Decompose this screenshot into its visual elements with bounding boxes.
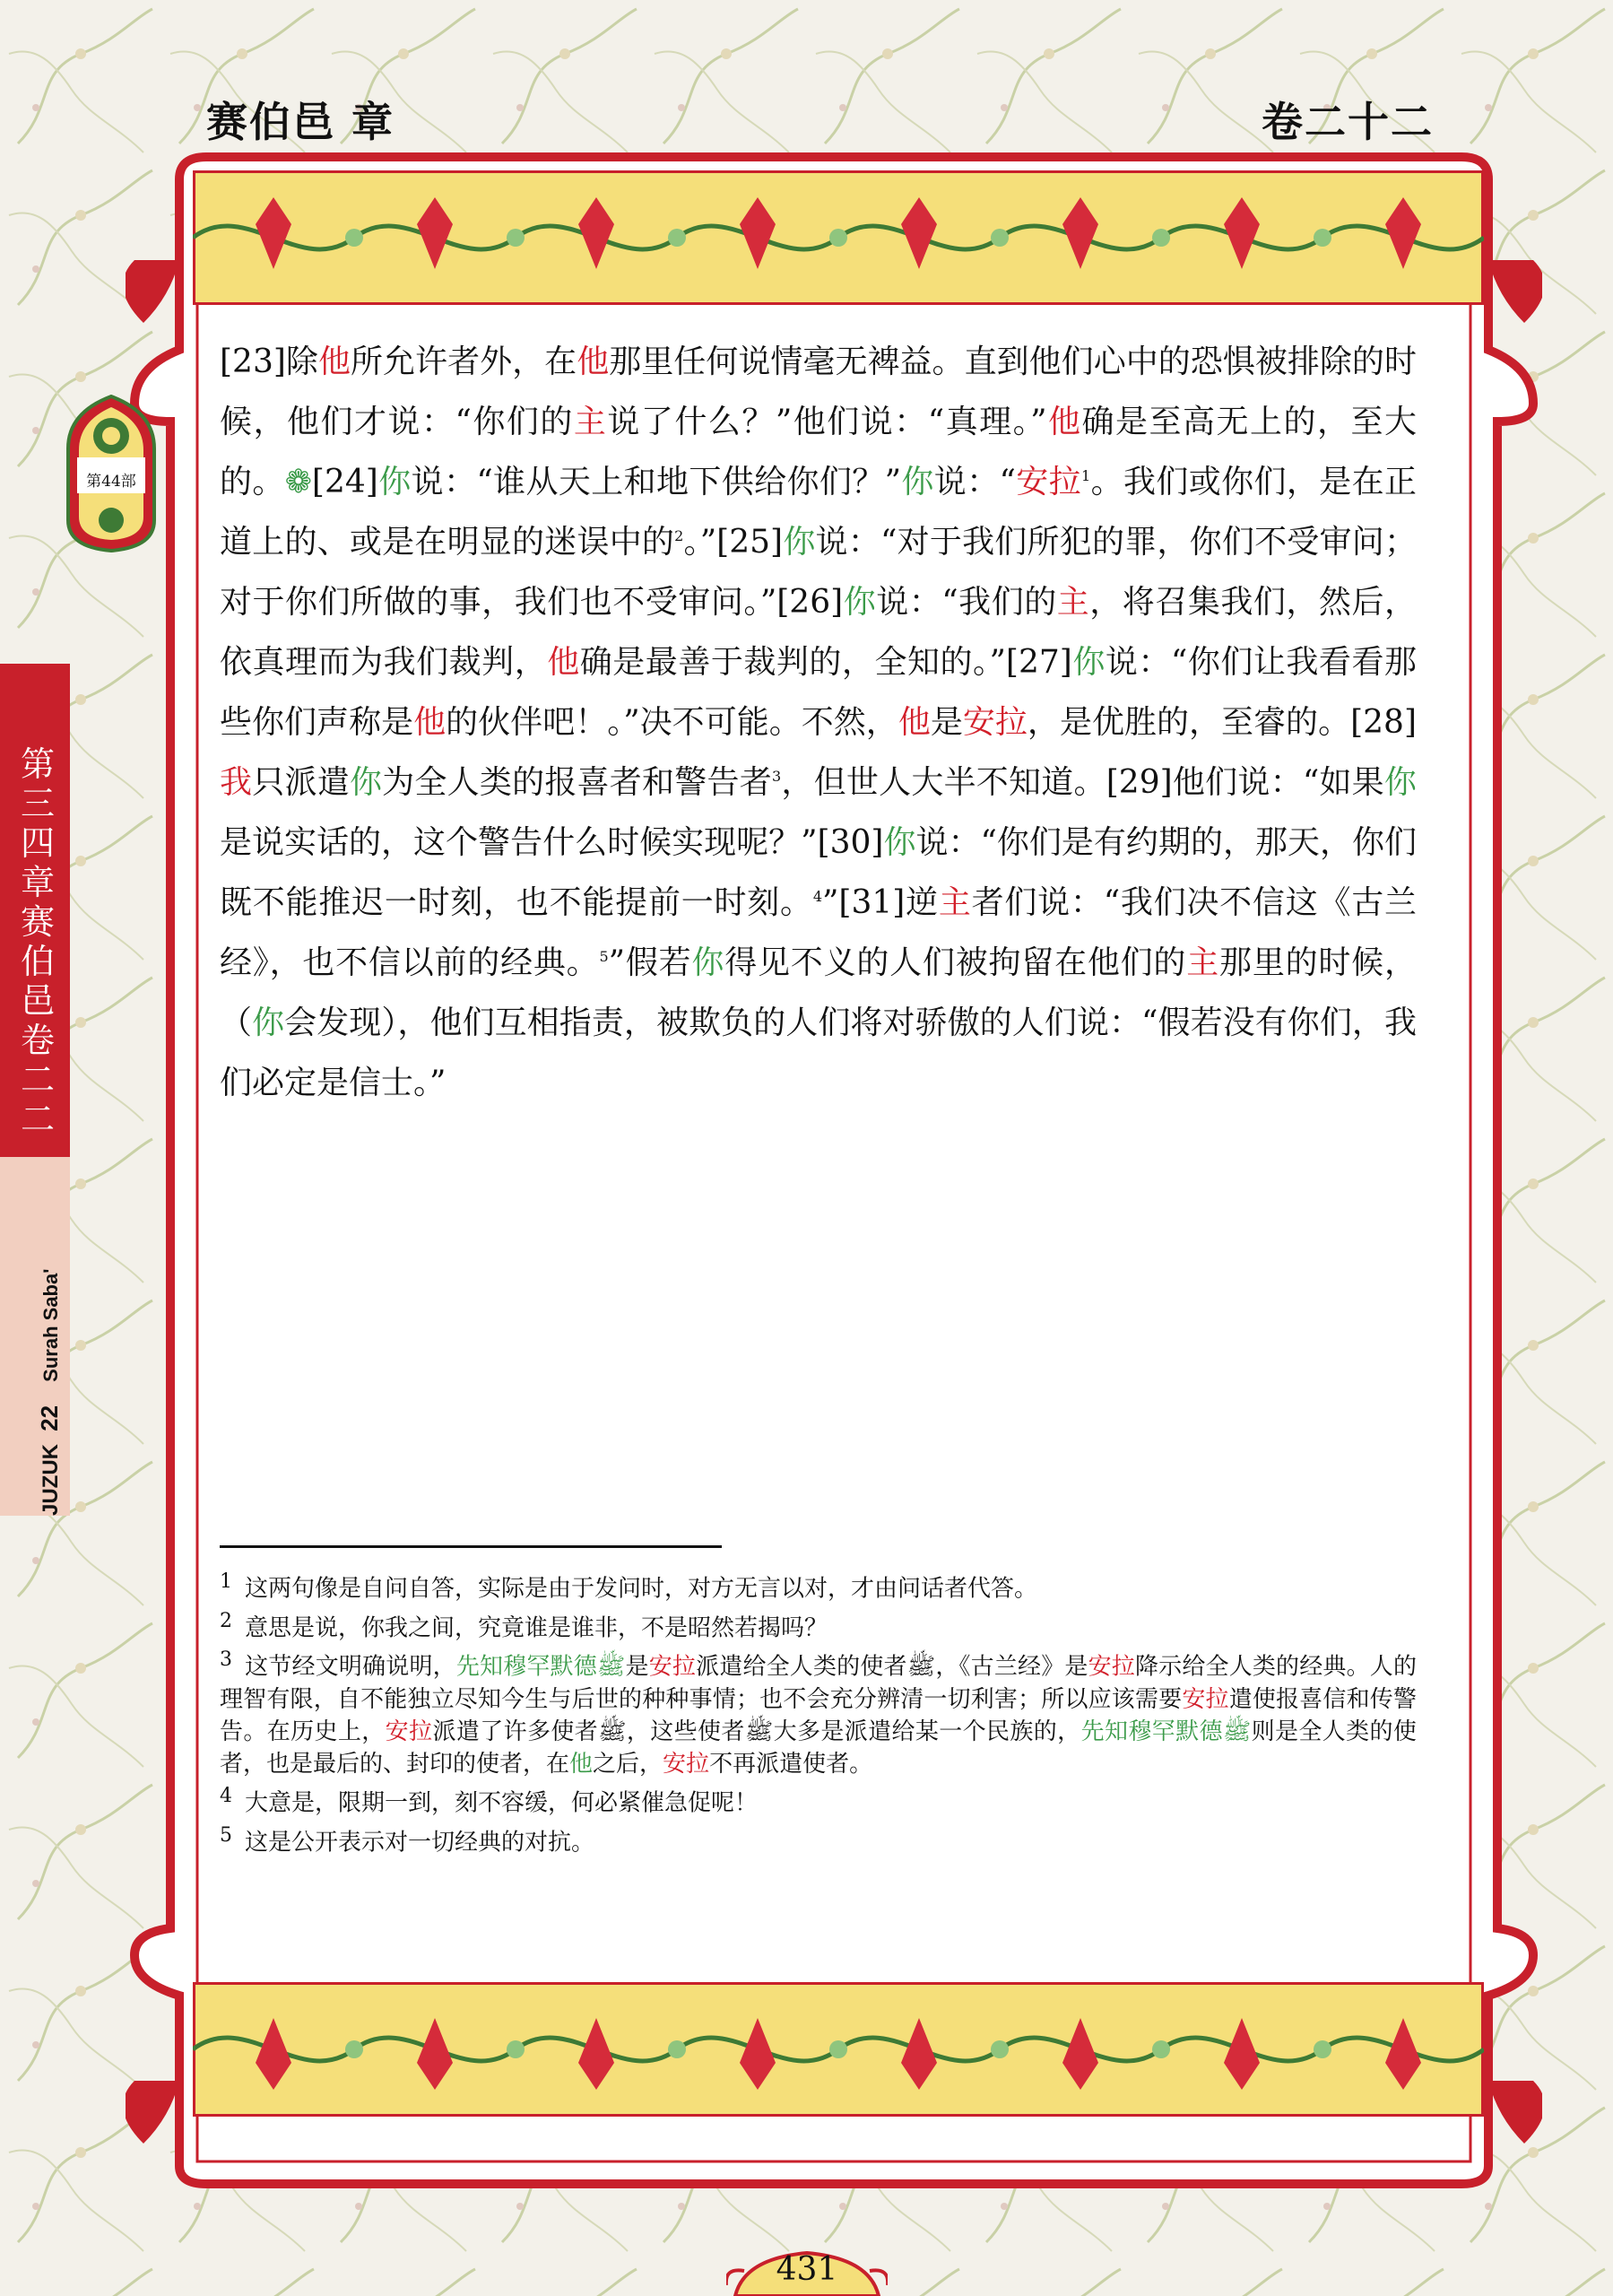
text-segment: 派遣了许多使者ﷺ，这些使者ﷺ大多是派遣给某一个民族的， xyxy=(432,1718,1081,1745)
footnote-reference[interactable]: 3 xyxy=(771,768,782,785)
text-segment: 得见不义的人们被拘留在他们的 xyxy=(724,944,1187,981)
text-segment: 之后， xyxy=(593,1750,663,1778)
text-segment: 遣使报喜信和传警告。在历史上， xyxy=(220,1685,1417,1745)
footnote-number: 2 xyxy=(220,1609,232,1632)
footnote-item xyxy=(220,1780,1417,1820)
top-ornamental-band xyxy=(193,170,1484,305)
text-segment: 为全人类的报喜者和警告者 xyxy=(382,764,772,801)
highlighted-term: 安拉 xyxy=(1182,1685,1229,1713)
text-segment: ，但世人大半不知道。[29]他们说：“如果 xyxy=(781,764,1384,801)
text-segment: ，将召集我们，然后，依真理而为我们裁判， xyxy=(220,584,1417,681)
side-surah-label xyxy=(36,1256,72,1516)
text-segment: [23]除 xyxy=(220,344,318,380)
verse-text xyxy=(220,332,1417,1113)
text-segment: 是说实话的，这个警告什么时候实现呢？”[30] xyxy=(220,824,884,861)
text-segment: 那里任何说情毫无裨益。直到他们心中的恐惧被排除的时候，他们才说：“你们的 xyxy=(220,344,1417,440)
text-segment: 是 xyxy=(625,1653,649,1681)
footnote-number: 5 xyxy=(220,1823,232,1847)
highlighted-term: 你 xyxy=(783,524,816,561)
text-segment: 是 xyxy=(930,704,963,741)
highlighted-term: 我 xyxy=(220,764,253,801)
juz-word: JUZUK xyxy=(39,1443,63,1516)
highlighted-term: 你 xyxy=(1383,764,1417,801)
highlighted-term: 他 xyxy=(547,644,580,681)
highlighted-term: 你 xyxy=(883,824,916,861)
footnote-reference[interactable]: 4 xyxy=(812,888,822,905)
text-segment: 说：“我们的 xyxy=(876,584,1057,621)
text-segment: 确是最善于裁判的，全知的。”[27] xyxy=(579,644,1072,681)
text-segment: 说：“谁从天上和地下供给你们？” xyxy=(411,464,901,500)
text-segment: 。”[25] xyxy=(683,524,784,561)
highlighted-term: 他 xyxy=(317,344,351,380)
text-segment: 会发现），他们互相指责，被欺负的人们将对骄傲的人们说：“假若没有你们，我们必定是信士。” xyxy=(220,1004,1417,1101)
highlighted-term: 安拉 xyxy=(1015,464,1082,500)
text-segment: 那里的时候，（ xyxy=(220,944,1417,1041)
text-segment: 降示给全人类的经典。人的理智有限，自不能独立尽知今生与后世的种种事情；也不会充分辨清一切利害；所以应该需要 xyxy=(220,1653,1417,1713)
text-segment: 则是全人类的使者，也是最后的、封印的使者，在 xyxy=(220,1718,1417,1778)
footnote-number: 1 xyxy=(220,1570,232,1593)
highlighted-term: 安拉 xyxy=(385,1718,433,1745)
text-segment: ”[31]逆 xyxy=(822,884,939,921)
text-segment: 不再派遣使者。 xyxy=(709,1750,873,1778)
highlighted-term: 你 xyxy=(843,584,877,621)
text-segment: 派遣给全人类的使者ﷺ，《古兰经》是 xyxy=(696,1653,1088,1681)
highlighted-term: 你 xyxy=(349,764,383,801)
text-segment: 这是公开表示对一切经典的对抗。 xyxy=(245,1829,595,1857)
text-segment: 说：“对于我们所犯的罪，你们不受审问；对于你们所做的事，我们也不受审问。”[26] xyxy=(220,524,1417,621)
text-segment: 者们说：“我们决不信这《古兰经》，也不信以前的经典。 xyxy=(220,884,1417,981)
text-segment: ”假若 xyxy=(608,944,692,981)
bottom-ornamental-band xyxy=(193,1982,1484,2117)
text-segment: 意思是说，你我之间，究竟谁是谁非，不是昭然若揭吗？ xyxy=(245,1614,828,1642)
highlighted-term: 他 xyxy=(577,344,610,380)
juz-number: 22 xyxy=(36,1405,63,1431)
page-number: 431 xyxy=(776,2251,838,2288)
footnote-item xyxy=(220,1644,1417,1780)
highlighted-term: 主 xyxy=(573,404,608,440)
footnote-reference[interactable]: 1 xyxy=(1081,467,1091,484)
footnote-item xyxy=(220,1566,1417,1605)
highlighted-term: 你 xyxy=(377,464,412,500)
text-segment: 所允许者外，在 xyxy=(351,344,577,380)
footnotes xyxy=(220,1566,1417,1858)
footnote-reference[interactable]: 5 xyxy=(599,948,609,965)
footnote-number: 3 xyxy=(220,1648,232,1672)
text-segment: 。我们或你们，是在正道上的、或是在明显的迷误中的 xyxy=(220,464,1417,561)
highlighted-term: 你 xyxy=(1071,644,1106,681)
text-segment: 只派遣 xyxy=(252,764,350,801)
header-volume-title: 卷二十二 xyxy=(1262,98,1434,146)
side-chapter-label: 第三四章 赛伯邑 卷二二 xyxy=(20,744,55,1139)
footnote-number: 4 xyxy=(220,1784,232,1807)
highlighted-term: 他 xyxy=(898,704,931,741)
highlighted-term: 他 xyxy=(1046,404,1082,440)
text-segment: ，是优胜的，至睿的。[28] xyxy=(1027,704,1417,741)
text-segment: 说：“你们是有约期的，那天，你们既不能推迟一时刻，也不能提前一时刻。 xyxy=(220,824,1417,921)
highlighted-term: 安拉 xyxy=(663,1750,710,1778)
footnote-item xyxy=(220,1820,1417,1859)
highlighted-term: 主 xyxy=(1186,944,1220,981)
highlighted-term: ❁ xyxy=(284,464,312,500)
highlighted-term: 安拉 xyxy=(648,1653,697,1681)
highlighted-term: 他 xyxy=(569,1750,594,1778)
text-segment: 说：“ xyxy=(933,464,1016,500)
surah-name: Surah Saba' xyxy=(39,1268,62,1382)
highlighted-term: 他 xyxy=(413,704,447,741)
highlighted-term: 安拉 xyxy=(962,704,1028,741)
highlighted-term: 安拉 xyxy=(1088,1653,1135,1681)
footnote-item xyxy=(220,1605,1417,1645)
footnote-reference[interactable]: 2 xyxy=(674,527,684,544)
text-segment: 确是至高无上的，至大的。 xyxy=(220,404,1417,500)
text-segment: [24] xyxy=(311,464,378,500)
header-chapter-title: 赛伯邑 章 xyxy=(206,98,395,146)
footnote-divider xyxy=(220,1545,722,1548)
highlighted-term: 先知穆罕默德ﷺ xyxy=(455,1653,626,1681)
highlighted-term: 你 xyxy=(252,1004,285,1041)
text-segment: 这两句像是自问自答，实际是由于发问时，对方无言以对，才由问话者代答。 xyxy=(245,1575,1038,1603)
highlighted-term: 你 xyxy=(691,944,725,981)
text-segment: 说：“你们让我看看那些你们声称是 xyxy=(220,644,1417,741)
juz-part-label: 第44部 xyxy=(86,473,136,491)
text-segment: 大意是，限期一到，刻不容缓，何必紧催急促呢！ xyxy=(245,1789,759,1817)
highlighted-term: 主 xyxy=(1056,584,1090,621)
highlighted-term: 先知穆罕默德ﷺ xyxy=(1080,1718,1252,1745)
highlighted-term: 主 xyxy=(938,884,972,921)
text-segment: 说了什么？”他们说：“真理。” xyxy=(607,404,1047,440)
highlighted-term: 你 xyxy=(901,464,934,500)
text-segment: 这节经文明确说明， xyxy=(245,1653,456,1681)
text-segment: 的伙伴吧！。”决不可能。不然， xyxy=(446,704,898,741)
